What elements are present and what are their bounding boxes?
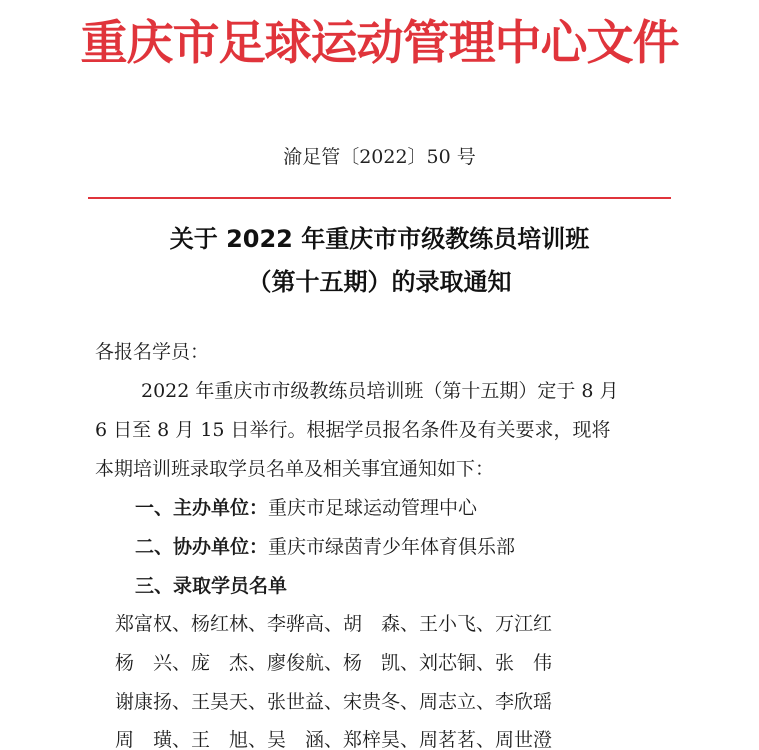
- paragraph-1-line-1: 2022 年重庆市市级教练员培训班（第十五期）定于 8 月: [141, 380, 619, 402]
- section-cohost-label: 二、协办单位：: [135, 536, 269, 558]
- section-cohost: [135, 532, 515, 559]
- section-cohost-value: 重庆市绿茵青少年体育俱乐部: [268, 536, 516, 558]
- admitted-names-row-1: 郑富权、杨红林、李骅高、胡 森、王小飞、万江红: [115, 613, 553, 635]
- salutation: 各报名学员：: [95, 341, 210, 363]
- admitted-names-row-4: 周 璜、王 旭、吴 涵、郑梓昊、周茗茗、周世澄: [115, 729, 553, 750]
- section-admitted-list: [135, 571, 287, 598]
- section-admitted-list-label: 三、录取学员名单: [135, 575, 288, 597]
- section-host: [135, 493, 477, 520]
- notice-title-line-2: （第十五期）的录取通知: [247, 268, 512, 296]
- admitted-names-row-2: 杨 兴、庞 杰、廖俊航、杨 凯、刘芯铜、张 伟: [115, 652, 553, 674]
- header-divider: [88, 197, 671, 199]
- notice-title-line-1: 关于 2022 年重庆市市级教练员培训班: [169, 225, 590, 253]
- admitted-names-row-3: 谢康扬、王昊天、张世益、宋贵冬、周志立、李欣瑶: [115, 691, 553, 713]
- section-host-label: 一、主办单位：: [135, 497, 269, 519]
- section-host-value: 重庆市足球运动管理中心: [268, 497, 478, 519]
- document-number: 渝足管〔2022〕50 号: [283, 146, 476, 168]
- paragraph-1-line-2: 6 日至 8 月 15 日举行。根据学员报名条件及有关要求，现将: [95, 419, 611, 441]
- paragraph-1-line-3: 本期培训班录取学员名单及相关事宜通知如下：: [95, 458, 495, 480]
- document-header-title: 重庆市足球运动管理中心文件: [80, 16, 679, 71]
